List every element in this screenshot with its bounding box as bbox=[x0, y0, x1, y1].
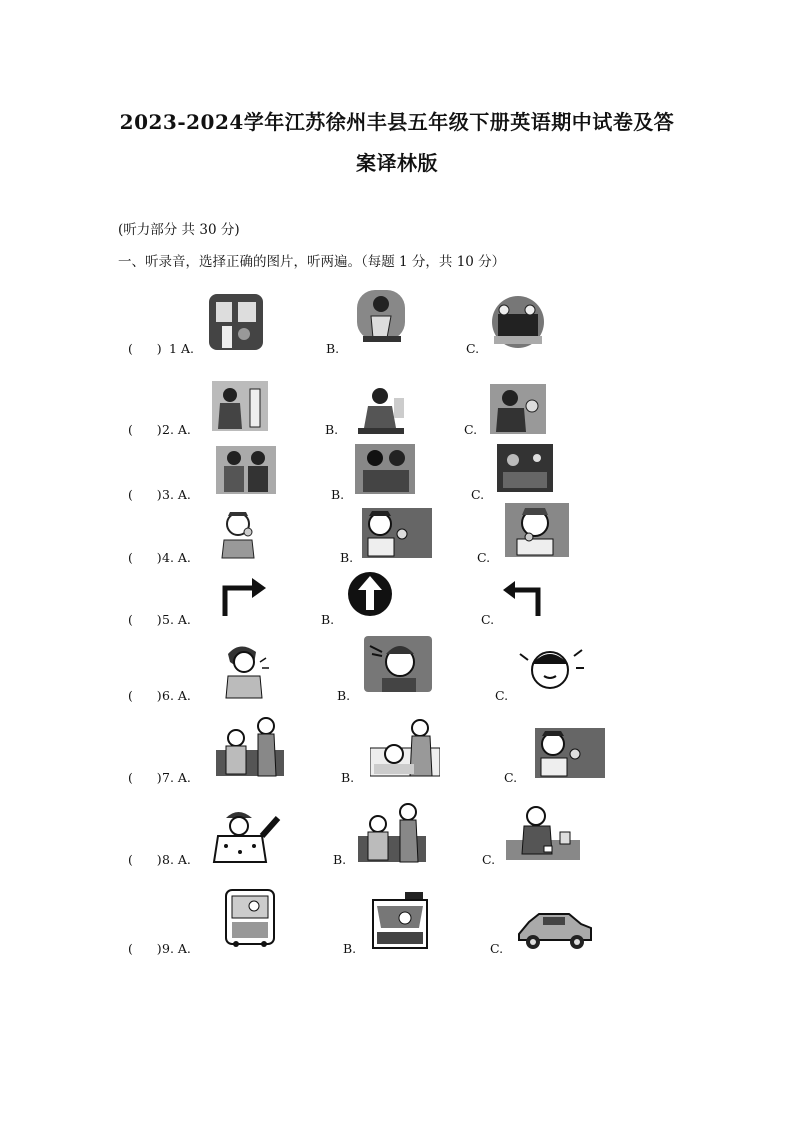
answer-bracket[interactable]: ( ) bbox=[128, 341, 162, 356]
option-c-image[interactable] bbox=[490, 384, 546, 436]
question-number: 3. A. bbox=[162, 487, 191, 502]
option-c-label: C. bbox=[477, 550, 491, 565]
option-b-label: B. bbox=[343, 941, 357, 956]
option-c-label: C. bbox=[482, 852, 496, 867]
option-a-image[interactable] bbox=[216, 716, 284, 778]
option-b-label: B. bbox=[333, 852, 347, 867]
option-b-label: B. bbox=[321, 612, 335, 627]
option-c-image[interactable] bbox=[490, 292, 546, 352]
option-c-image[interactable] bbox=[505, 503, 569, 559]
answer-bracket[interactable]: ( ) bbox=[128, 941, 162, 956]
answer-bracket[interactable]: ( ) bbox=[128, 770, 162, 785]
answer-bracket[interactable]: ( ) bbox=[128, 550, 162, 565]
answer-bracket[interactable]: ( ) bbox=[128, 612, 162, 627]
option-c-image[interactable] bbox=[515, 904, 595, 952]
option-b-image[interactable] bbox=[353, 286, 409, 346]
document-title-line2: 案译林版 bbox=[356, 151, 438, 175]
question-number: 2. A. bbox=[162, 422, 191, 437]
option-b-image[interactable] bbox=[358, 802, 426, 864]
question-number: 7. A. bbox=[162, 770, 191, 785]
option-b-label: B. bbox=[340, 550, 354, 565]
option-b-label: B. bbox=[337, 688, 351, 703]
option-b-label: B. bbox=[326, 341, 340, 356]
option-a-image[interactable] bbox=[218, 510, 258, 560]
option-a-image[interactable] bbox=[208, 292, 264, 352]
option-a-image[interactable] bbox=[224, 886, 276, 948]
option-a-image[interactable] bbox=[212, 381, 268, 431]
question-number: 9. A. bbox=[162, 941, 191, 956]
option-c-image[interactable] bbox=[506, 804, 580, 862]
option-c-label: C. bbox=[471, 487, 485, 502]
answer-bracket[interactable]: ( ) bbox=[128, 852, 162, 867]
option-b-label: B. bbox=[325, 422, 339, 437]
question-number: 5. A. bbox=[162, 612, 191, 627]
option-a-image[interactable] bbox=[216, 446, 276, 496]
option-b-label: B. bbox=[331, 487, 345, 502]
option-c-image[interactable] bbox=[516, 642, 586, 700]
question-number: 1 A. bbox=[169, 341, 194, 356]
option-a-image[interactable] bbox=[212, 806, 282, 864]
option-c-label: C. bbox=[481, 612, 495, 627]
question-number: 6. A. bbox=[162, 688, 191, 703]
question-number: 8. A. bbox=[162, 852, 191, 867]
question-number: 4. A. bbox=[162, 550, 191, 565]
option-c-label: C. bbox=[495, 688, 509, 703]
answer-bracket[interactable]: ( ) bbox=[128, 422, 162, 437]
section-note: (听力部分 共 30 分) bbox=[118, 222, 240, 238]
option-c-label: C. bbox=[504, 770, 518, 785]
turn-right-arrow-icon[interactable] bbox=[220, 574, 268, 618]
option-a-image[interactable] bbox=[220, 640, 272, 700]
option-c-label: C. bbox=[490, 941, 504, 956]
option-b-label: B. bbox=[341, 770, 355, 785]
option-b-image[interactable] bbox=[371, 892, 429, 950]
option-c-image[interactable] bbox=[535, 728, 605, 780]
answer-bracket[interactable]: ( ) bbox=[128, 688, 162, 703]
turn-left-arrow-icon[interactable] bbox=[501, 578, 543, 618]
option-b-image[interactable] bbox=[362, 508, 432, 560]
option-b-image[interactable] bbox=[364, 636, 432, 694]
option-b-image[interactable] bbox=[352, 384, 408, 436]
instruction: 一、听录音，选择正确的图片，听两遍。（每题 1 分，共 10 分） bbox=[118, 254, 506, 270]
answer-bracket[interactable]: ( ) bbox=[128, 487, 162, 502]
go-straight-sign-icon[interactable] bbox=[346, 570, 394, 618]
option-c-image[interactable] bbox=[497, 444, 553, 496]
document-title-line1: 2023-2024学年江苏徐州丰县五年级下册英语期中试卷及答 bbox=[119, 110, 675, 134]
option-c-label: C. bbox=[466, 341, 480, 356]
option-c-label: C. bbox=[464, 422, 478, 437]
option-b-image[interactable] bbox=[370, 718, 440, 780]
option-b-image[interactable] bbox=[355, 444, 415, 496]
